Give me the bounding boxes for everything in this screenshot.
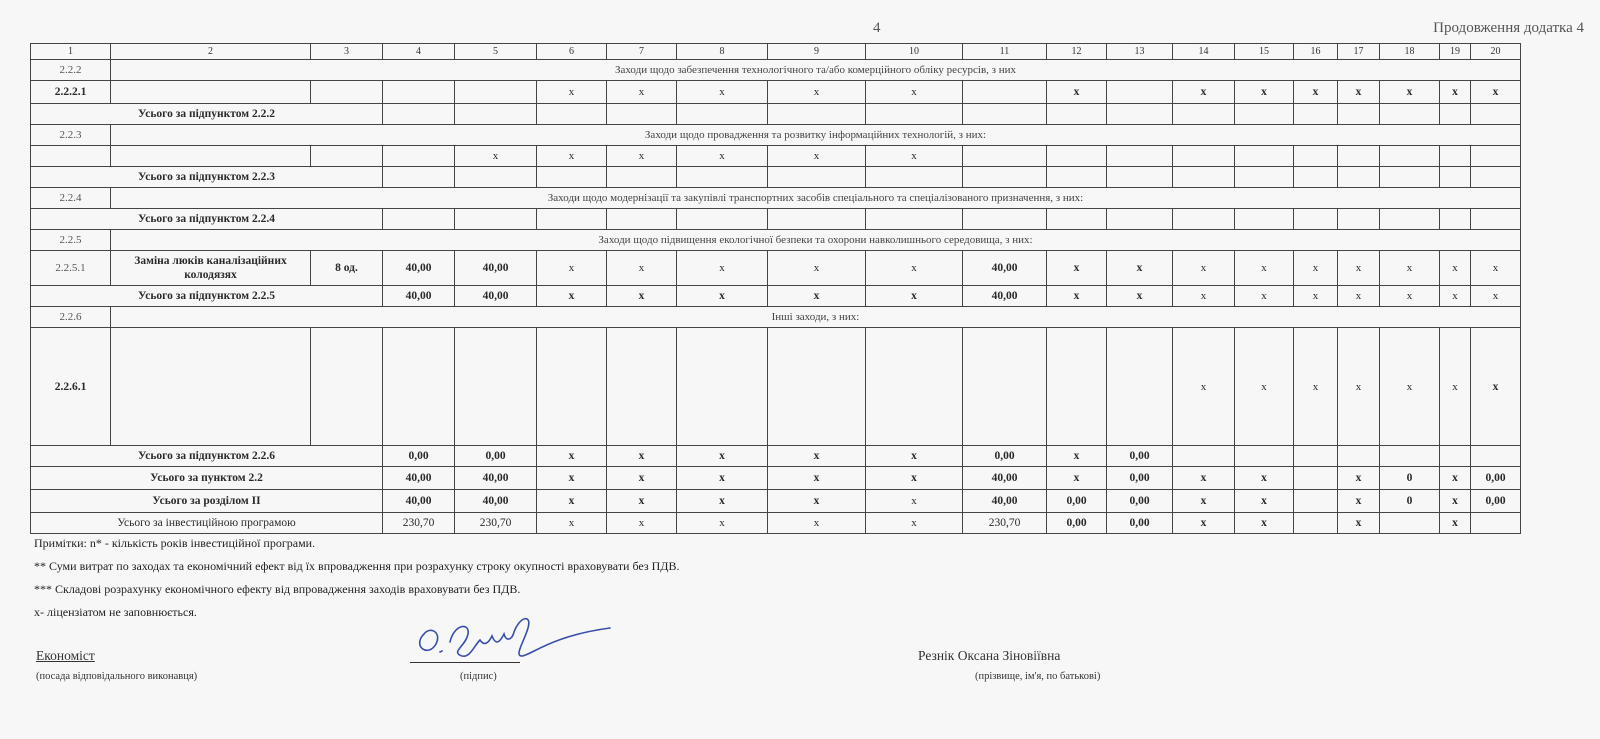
cell: x [1380, 286, 1440, 307]
cell: x [768, 467, 866, 490]
cell: 40,00 [963, 467, 1047, 490]
cell: x [1294, 81, 1338, 104]
cell: x [768, 446, 866, 467]
cell: x [768, 286, 866, 307]
cell: 230,70 [383, 513, 455, 534]
cell: x [1338, 286, 1380, 307]
total-label: Усього за розділом II [31, 490, 383, 513]
cell [1294, 490, 1338, 513]
total-row-2-2-2 [31, 104, 1521, 125]
data-row-2-2-6-1 [31, 328, 1521, 446]
cell [1173, 446, 1235, 467]
cell: x [1173, 251, 1235, 286]
cell: x [866, 286, 963, 307]
cell: 0,00 [963, 446, 1047, 467]
investment-table [30, 43, 1521, 534]
cell: x [607, 81, 677, 104]
cell: x [1471, 251, 1521, 286]
quantity: 8 од. [311, 251, 383, 286]
section-title: Заходи щодо підвищення екологічної безпеки та охорони навколишнього середовища, з них: [111, 230, 1521, 251]
section-title: Заходи щодо модернізації та закупівлі транспортних засобів спеціального та спеціалізованого призначення, з них: [111, 188, 1521, 209]
cell: x [677, 81, 768, 104]
cell: x [866, 467, 963, 490]
cell: x [1235, 251, 1294, 286]
cell: 40,00 [963, 286, 1047, 307]
cell: x [1338, 513, 1380, 534]
cell: x [1047, 251, 1107, 286]
signature-caption: (підпис) [460, 671, 497, 682]
section-code: 2.2.6 [31, 307, 111, 328]
measure-name: Заміна люків каналізаційних колодязях [111, 251, 311, 286]
cell [311, 146, 383, 167]
cell: x [866, 81, 963, 104]
cell [1107, 81, 1173, 104]
section-row-2-2-4 [31, 188, 1521, 209]
signatory-name: Резнік Оксана Зіновіївна [918, 648, 1061, 663]
total-row-2-2 [31, 467, 1521, 490]
page-number: 4 [873, 20, 881, 36]
cell: x [1173, 513, 1235, 534]
cell: x [1107, 286, 1173, 307]
cell: x [1235, 328, 1294, 446]
col-header: 5 [455, 44, 537, 60]
cell: 40,00 [963, 490, 1047, 513]
cell: x [768, 81, 866, 104]
cell: 0 [1380, 490, 1440, 513]
cell [1380, 513, 1440, 534]
cell: x [1047, 286, 1107, 307]
cell: 40,00 [455, 286, 537, 307]
col-header: 18 [1380, 44, 1440, 60]
cell: 0,00 [383, 446, 455, 467]
cell: x [677, 286, 768, 307]
col-header: 6 [537, 44, 607, 60]
total-row-section-II [31, 490, 1521, 513]
cell: x [1047, 81, 1107, 104]
cell: x [1294, 328, 1338, 446]
col-header: 16 [1294, 44, 1338, 60]
cell: x [1380, 251, 1440, 286]
cell: x [768, 146, 866, 167]
cell: 40,00 [455, 490, 537, 513]
cell: x [1235, 286, 1294, 307]
cell [31, 146, 111, 167]
total-label: Усього за підпунктом 2.2.4 [31, 209, 383, 230]
cell: x [607, 146, 677, 167]
cell: x [866, 490, 963, 513]
cell: x [1047, 467, 1107, 490]
data-row-2-2-2-1 [31, 81, 1521, 104]
cell: 40,00 [383, 286, 455, 307]
col-header: 19 [1440, 44, 1471, 60]
cell: 40,00 [383, 490, 455, 513]
cell: x [1235, 467, 1294, 490]
cell: 0,00 [1471, 490, 1521, 513]
cell: 40,00 [383, 251, 455, 286]
cell: x [1440, 328, 1471, 446]
cell: 0 [1380, 467, 1440, 490]
cell: x [537, 446, 607, 467]
cell: x [1380, 81, 1440, 104]
cell [111, 146, 311, 167]
section-title: Заходи щодо провадження та розвитку інформаційних технологій, з них: [111, 125, 1521, 146]
cell: x [1471, 328, 1521, 446]
cell: x [677, 490, 768, 513]
cell [455, 81, 537, 104]
cell: 0,00 [1471, 467, 1521, 490]
cell: x [1338, 328, 1380, 446]
cell [1294, 513, 1338, 534]
col-header: 2 [111, 44, 311, 60]
section-code: 2.2.3 [31, 125, 111, 146]
note-4: х- ліцензіатом не заповнюється. [34, 605, 197, 619]
cell: x [1440, 251, 1471, 286]
cell [1294, 467, 1338, 490]
cell: 230,70 [455, 513, 537, 534]
cell: x [1294, 251, 1338, 286]
cell: x [607, 446, 677, 467]
section-row-2-2-6 [31, 307, 1521, 328]
col-header: 17 [1338, 44, 1380, 60]
cell: x [537, 146, 607, 167]
cell: x [1235, 513, 1294, 534]
cell: x [607, 513, 677, 534]
cell: x [1440, 81, 1471, 104]
row-code: 2.2.2.1 [31, 81, 111, 104]
total-row-2-2-3 [31, 167, 1521, 188]
cell: x [1173, 81, 1235, 104]
cell [383, 81, 455, 104]
cell [1338, 446, 1380, 467]
cell: x [607, 467, 677, 490]
cell: x [768, 490, 866, 513]
total-row-2-2-6 [31, 446, 1521, 467]
total-row-2-2-5 [31, 286, 1521, 307]
cell: 0,00 [455, 446, 537, 467]
cell: 230,70 [963, 513, 1047, 534]
cell: 0,00 [1107, 513, 1173, 534]
cell [1440, 446, 1471, 467]
note-1: Примітки: n* - кількість років інвестиційної програми. [34, 536, 316, 550]
cell: x [537, 81, 607, 104]
cell: x [677, 251, 768, 286]
cell: x [455, 146, 537, 167]
cell [1380, 446, 1440, 467]
section-title: Інші заходи, з них: [111, 307, 1521, 328]
cell: 40,00 [455, 467, 537, 490]
cell: x [1173, 490, 1235, 513]
col-header: 9 [768, 44, 866, 60]
cell: x [1173, 467, 1235, 490]
handwritten-signature-icon [410, 606, 620, 662]
total-label: Усього за інвестиційною програмою [31, 513, 383, 534]
cell [111, 81, 311, 104]
row-code: 2.2.6.1 [31, 328, 111, 446]
cell [1294, 446, 1338, 467]
col-header: 10 [866, 44, 963, 60]
total-label: Усього за підпунктом 2.2.2 [31, 104, 383, 125]
cell: x [866, 513, 963, 534]
cell: x [768, 251, 866, 286]
cell: x [1338, 467, 1380, 490]
section-code: 2.2.5 [31, 230, 111, 251]
cell [311, 81, 383, 104]
cell: x [537, 467, 607, 490]
cell: x [1047, 446, 1107, 467]
col-header: 13 [1107, 44, 1173, 60]
cell: x [1173, 286, 1235, 307]
section-row-2-2-3 [31, 125, 1521, 146]
cell: 0,00 [1047, 513, 1107, 534]
cell: 0,00 [1107, 490, 1173, 513]
col-header: 14 [1173, 44, 1235, 60]
col-header: 20 [1471, 44, 1521, 60]
total-row-investment-program [31, 513, 1521, 534]
total-label: Усього за пунктом 2.2 [31, 467, 383, 490]
col-header: 1 [31, 44, 111, 60]
cell: 0,00 [1047, 490, 1107, 513]
col-header: 15 [1235, 44, 1294, 60]
total-label: Усього за підпунктом 2.2.6 [31, 446, 383, 467]
cell: x [1440, 490, 1471, 513]
col-header: 7 [607, 44, 677, 60]
cell: x [1338, 490, 1380, 513]
cell: x [1338, 81, 1380, 104]
cell: x [1440, 467, 1471, 490]
cell: x [1471, 286, 1521, 307]
name-caption: (прізвище, ім'я, по батькові) [975, 671, 1101, 682]
total-row-2-2-4 [31, 209, 1521, 230]
col-header: 3 [311, 44, 383, 60]
cell: x [1338, 251, 1380, 286]
cell [1471, 513, 1521, 534]
section-row-2-2-2 [31, 60, 1521, 81]
cell: x [607, 286, 677, 307]
cell: x [866, 446, 963, 467]
cell [963, 81, 1047, 104]
continuation-label: Продовження додатка 4 [1433, 20, 1584, 36]
cell: 0,00 [1107, 446, 1173, 467]
signature-line [410, 662, 520, 663]
header-row [31, 44, 1521, 60]
cell: 0,00 [1107, 467, 1173, 490]
note-3: *** Складові розрахунку економічного ефекту від впровадження заходів враховувати без ПДВ. [34, 582, 521, 596]
cell: 40,00 [963, 251, 1047, 286]
row-code: 2.2.5.1 [31, 251, 111, 286]
cell: x [866, 251, 963, 286]
cell: x [677, 446, 768, 467]
section-row-2-2-5 [31, 230, 1521, 251]
section-code: 2.2.4 [31, 188, 111, 209]
cell: x [537, 286, 607, 307]
cell: x [677, 146, 768, 167]
cell [1235, 446, 1294, 467]
total-label: Усього за підпунктом 2.2.3 [31, 167, 383, 188]
cell: x [537, 251, 607, 286]
data-row-2-2-5-1 [31, 251, 1521, 286]
data-row-2-2-3-1 [31, 146, 1521, 167]
cell: x [1107, 251, 1173, 286]
cell: x [1440, 286, 1471, 307]
cell: 40,00 [383, 467, 455, 490]
cell: x [1440, 513, 1471, 534]
col-header: 4 [383, 44, 455, 60]
cell: x [607, 251, 677, 286]
cell: x [1471, 81, 1521, 104]
note-2: ** Суми витрат по заходах та економічний ефект від їх впровадження при розрахунку строку окупності враховувати без ПДВ. [34, 559, 680, 573]
cell: x [866, 146, 963, 167]
section-title: Заходи щодо забезпечення технологічного та/або комерційного обліку ресурсів, з них [111, 60, 1521, 81]
section-code: 2.2.2 [31, 60, 111, 81]
cell: x [537, 513, 607, 534]
cell [1471, 446, 1521, 467]
position-caption: (посада відповідального виконавця) [36, 671, 198, 682]
cell: 40,00 [455, 251, 537, 286]
cell: x [1235, 81, 1294, 104]
cell: x [677, 467, 768, 490]
cell: x [537, 490, 607, 513]
cell: x [768, 513, 866, 534]
cell: x [607, 490, 677, 513]
cell: x [1294, 286, 1338, 307]
signatory-position: Економіст [36, 648, 95, 663]
col-header: 12 [1047, 44, 1107, 60]
col-header: 11 [963, 44, 1047, 60]
cell: x [1235, 490, 1294, 513]
col-header: 8 [677, 44, 768, 60]
total-label: Усього за підпунктом 2.2.5 [31, 286, 383, 307]
cell: x [677, 513, 768, 534]
cell: x [1380, 328, 1440, 446]
cell: x [1173, 328, 1235, 446]
